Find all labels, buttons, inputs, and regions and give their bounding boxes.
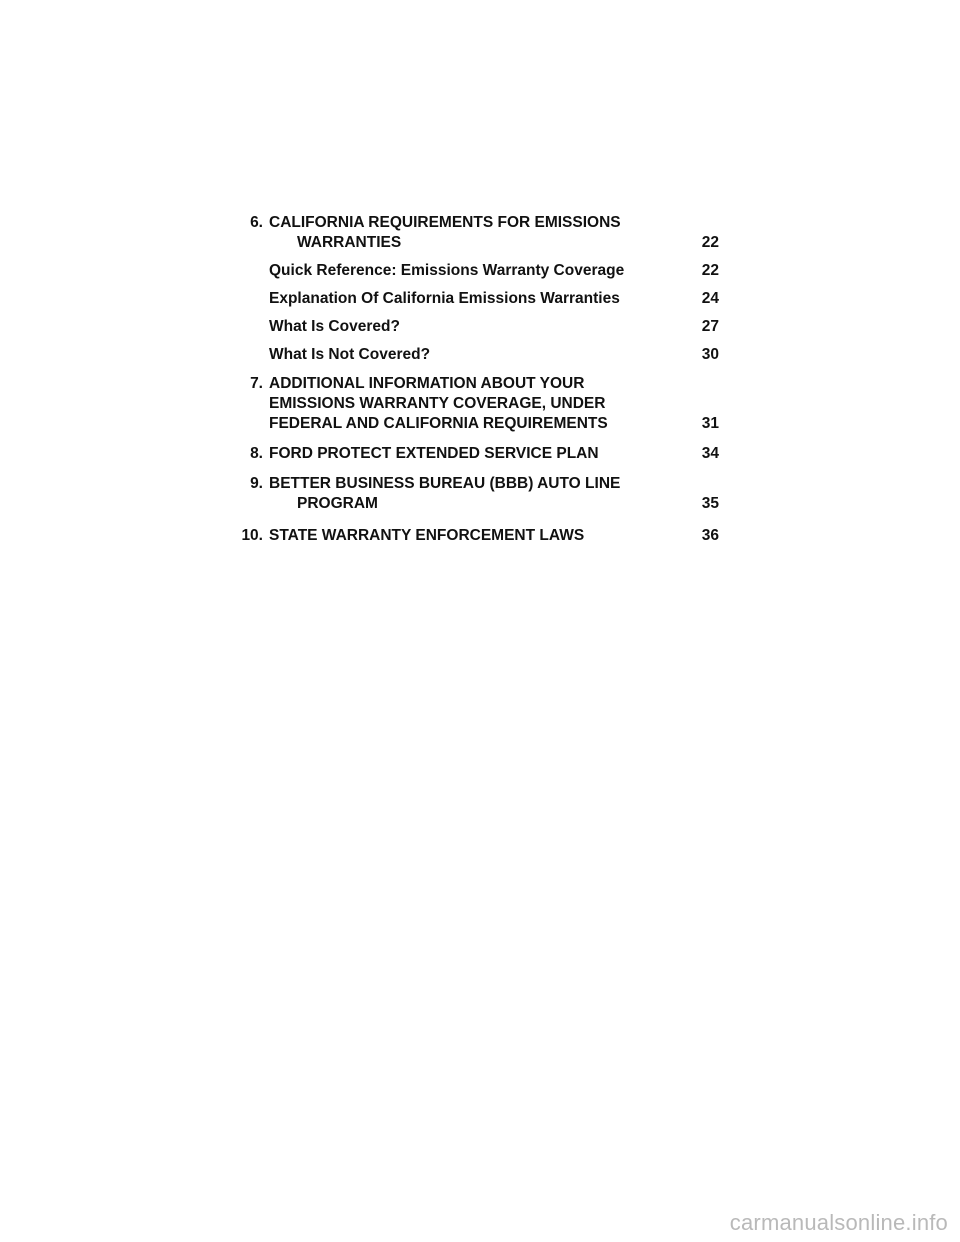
page-number: 36 [701, 527, 719, 544]
watermark-text: carmanualsonline.info [729, 1210, 948, 1235]
section-number: 6. [250, 214, 263, 231]
section-number: 7. [250, 375, 263, 392]
page-number: 27 [701, 318, 719, 335]
page-number: 34 [701, 445, 719, 462]
section-title-line-1: STATE WARRANTY ENFORCEMENT LAWS [269, 527, 585, 544]
subsection-title: Quick Reference: Emissions Warranty Coverage [269, 262, 625, 279]
section-number: 9. [250, 475, 263, 492]
page-number: 22 [701, 262, 719, 279]
section-title-line-2: WARRANTIES [297, 234, 402, 251]
subsection-title: What Is Covered? [269, 318, 400, 335]
section-title-line-2: PROGRAM [297, 495, 378, 512]
page-number: 30 [701, 346, 719, 363]
subsection-title: What Is Not Covered? [269, 346, 431, 363]
section-number: 8. [250, 445, 263, 462]
page-number: 24 [701, 290, 719, 307]
section-title-line-1: CALIFORNIA REQUIREMENTS FOR EMISSIONS [269, 214, 621, 231]
page-number: 31 [701, 415, 719, 432]
section-title-line-1: BETTER BUSINESS BUREAU (BBB) AUTO LINE [269, 475, 621, 492]
page-number: 22 [701, 234, 719, 251]
section-number: 10. [241, 527, 263, 544]
subsection-title: Explanation Of California Emissions Warranties [269, 290, 620, 307]
section-title-line-3: FEDERAL AND CALIFORNIA REQUIREMENTS [269, 415, 608, 432]
section-title-line-2: EMISSIONS WARRANTY COVERAGE, UNDER [269, 395, 606, 412]
section-title-line-1: ADDITIONAL INFORMATION ABOUT YOUR [269, 375, 585, 392]
page-number: 35 [701, 495, 719, 512]
section-title-line-1: FORD PROTECT EXTENDED SERVICE PLAN [269, 445, 599, 462]
